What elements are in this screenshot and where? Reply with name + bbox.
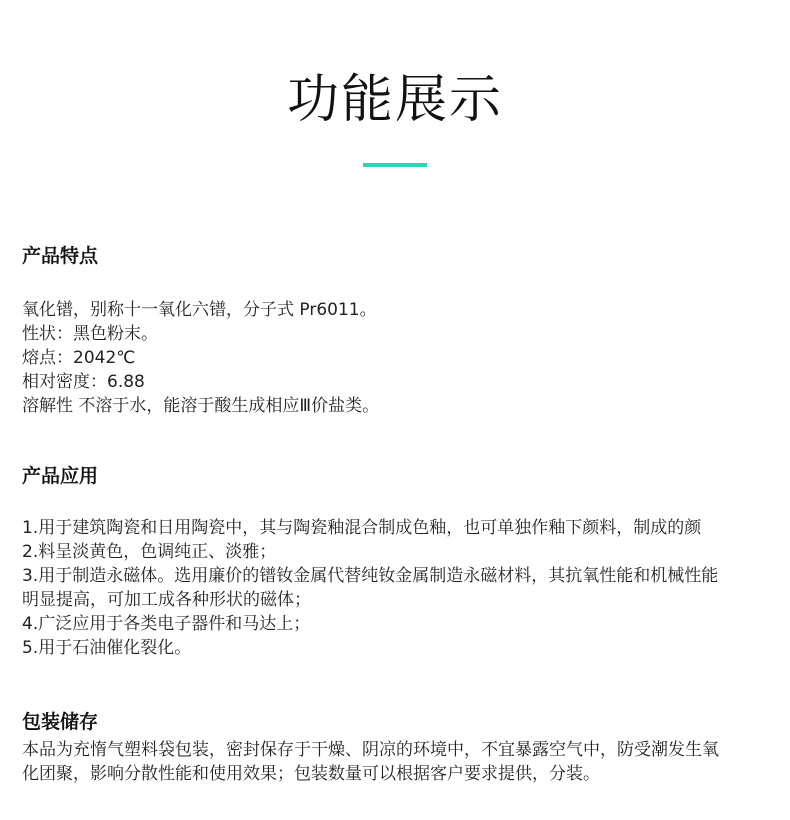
application-line: 3.用于制造永磁体。选用廉价的镨钕金属代替纯钕金属制造永磁材料，其抗氧性能和机械性能	[22, 566, 719, 586]
application-line: 4.广泛应用于各类电子器件和马达上；	[22, 614, 311, 634]
packaging-storage-section	[22, 710, 778, 786]
storage-line: 本品为充惰气塑料袋包装，密封保存于干燥、阴凉的环境中，不宜暴露空气中，防受潮发生氧	[22, 740, 719, 760]
application-line: 5.用于石油催化裂化。	[22, 638, 192, 658]
title-underline	[363, 163, 427, 167]
feature-line: 熔点：2042℃	[22, 348, 136, 368]
product-features-section	[22, 244, 778, 418]
product-application-section	[22, 464, 778, 660]
section-heading-application: 产品应用	[22, 465, 99, 487]
feature-line: 相对密度：6.88	[22, 372, 145, 392]
feature-line: 性状：黑色粉末。	[22, 324, 158, 344]
storage-line: 化团聚，影响分散性能和使用效果；包装数量可以根据客户要求提供，分装。	[22, 764, 600, 784]
page-title: 功能展示	[286, 70, 503, 130]
application-line: 1.用于建筑陶瓷和日用陶瓷中，其与陶瓷釉混合制成色釉，也可单独作釉下颜料，制成的颜	[22, 518, 702, 538]
feature-line: 氧化镨，别称十一氧化六镨，分子式 Pr6011。	[22, 300, 377, 320]
application-line: 明显提高，可加工成各种形状的磁体；	[22, 590, 311, 610]
feature-line: 溶解性 不溶于水，能溶于酸生成相应Ⅲ价盐类。	[22, 396, 380, 416]
application-line: 2.料呈淡黄色，色调纯正、淡雅；	[22, 542, 277, 562]
section-heading-storage: 包装储存	[22, 711, 99, 733]
section-heading-features: 产品特点	[22, 245, 99, 267]
